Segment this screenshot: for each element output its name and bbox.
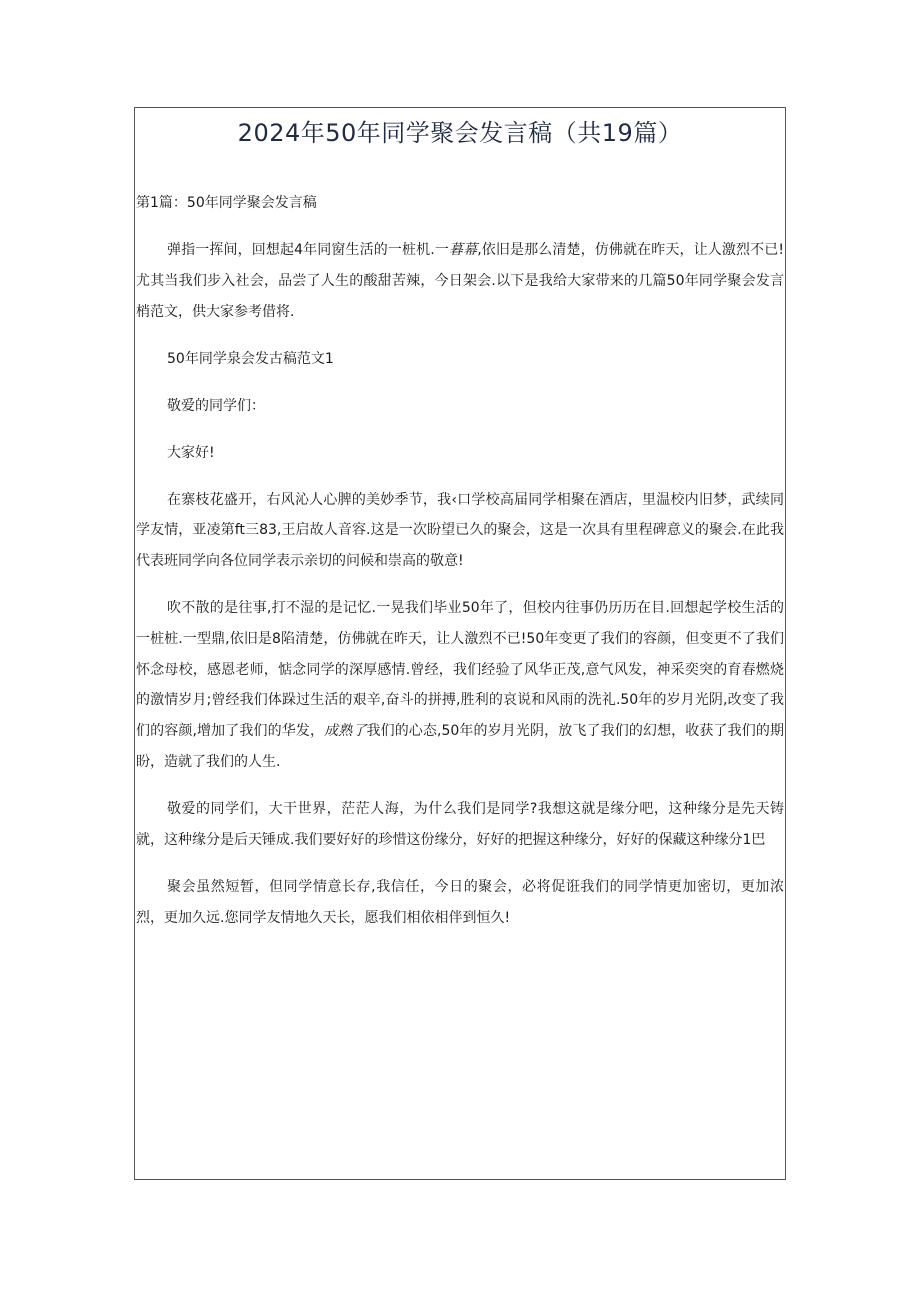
body-paragraph-3: 敬爱的同学们，大干世界，茫茫人海，为什么我们是同学?我想这就是缘分吧，这种缘分是先天铸就，这种缘分是后天锤成.我们要好好的珍惜这份缘分，好好的把握这种缘分，好好的保藏这种缘分1巴 [136, 801, 784, 848]
intro-text-2: ,依旧是那么清楚，仿佛就在昨天，让人激烈不已!尤其当我们步入社会，品尝了人生的酸甜苦辣，今日架会.以下是我给大家带来的几篇50年同学聚会发言梢范文，供大家参考借将. [136, 241, 785, 320]
intro-italic: 暮幕 [448, 241, 478, 258]
sample-title: 50年同学泉会发古稿范文1 [167, 350, 334, 367]
greeting: 大家好! [167, 444, 215, 461]
intro-paragraph [136, 235, 784, 327]
intro-text-1: 弹指一挥间，回想起4年同窗生活的一桩机.一 [167, 241, 449, 258]
salutation: 敬爱的同学们： [167, 397, 265, 414]
body-paragraph-4: 聚会虽然短暂，但同学情意长存,我信任，今日的聚会，必将促诳我们的同学情更加密切，更加浓烈，更加久远.您同学友情地久天长，愿我们相依相伴到恒久! [136, 878, 784, 926]
body-paragraph-1: 在寨枝花盛开，右风沁人心脾的美妙季节，我‹口学校高届同学相聚在酒店，里温校内旧梦，武续同学友情，亚凌第ft三83,王启故人音容.这是一次盼望已久的聚会，这是一次具有里程碑意义的聚会.在此我代表班同学向各位同学表示亲切的问候和崇高的敬意! [136, 491, 784, 570]
section-heading: 第1篇：50年同学聚会发言稿 [136, 195, 317, 211]
para2-text-1: 吹不散的是往事,打不湿的是记忆.一晃我们毕业50年了，但校内往事仍历历在目.回想起学校生活的一桩桩.一型鼎,依旧是8陷清楚，仿佛就在昨天，让人激烈不已!50年变更了我们的容颜，但变更不了我们怀念母校，感恩老师，惦念同学的深厚感情.曾经，我们经验了风华正茂,意气风发，神采奕突的育春燃烧的激情岁月;曾经我们体跺过生活的艰辛,奋斗的拼搏,胜利的哀说和风雨的洗礼.50年的岁月光阴,改变了我们的容颜,增加了我们的华发， [136, 600, 784, 740]
document-body [136, 188, 784, 950]
document-title: 2024年50年同学聚会发言稿（共19篇） [237, 119, 683, 147]
body-paragraph-2 [136, 593, 784, 778]
para2-italic: 成熟了 [324, 723, 367, 740]
para2-text-2: 我们的心态,50年的岁月光阴，放飞了我们的幻想，收获了我们的期盼，造就了我们的人生. [136, 723, 785, 771]
